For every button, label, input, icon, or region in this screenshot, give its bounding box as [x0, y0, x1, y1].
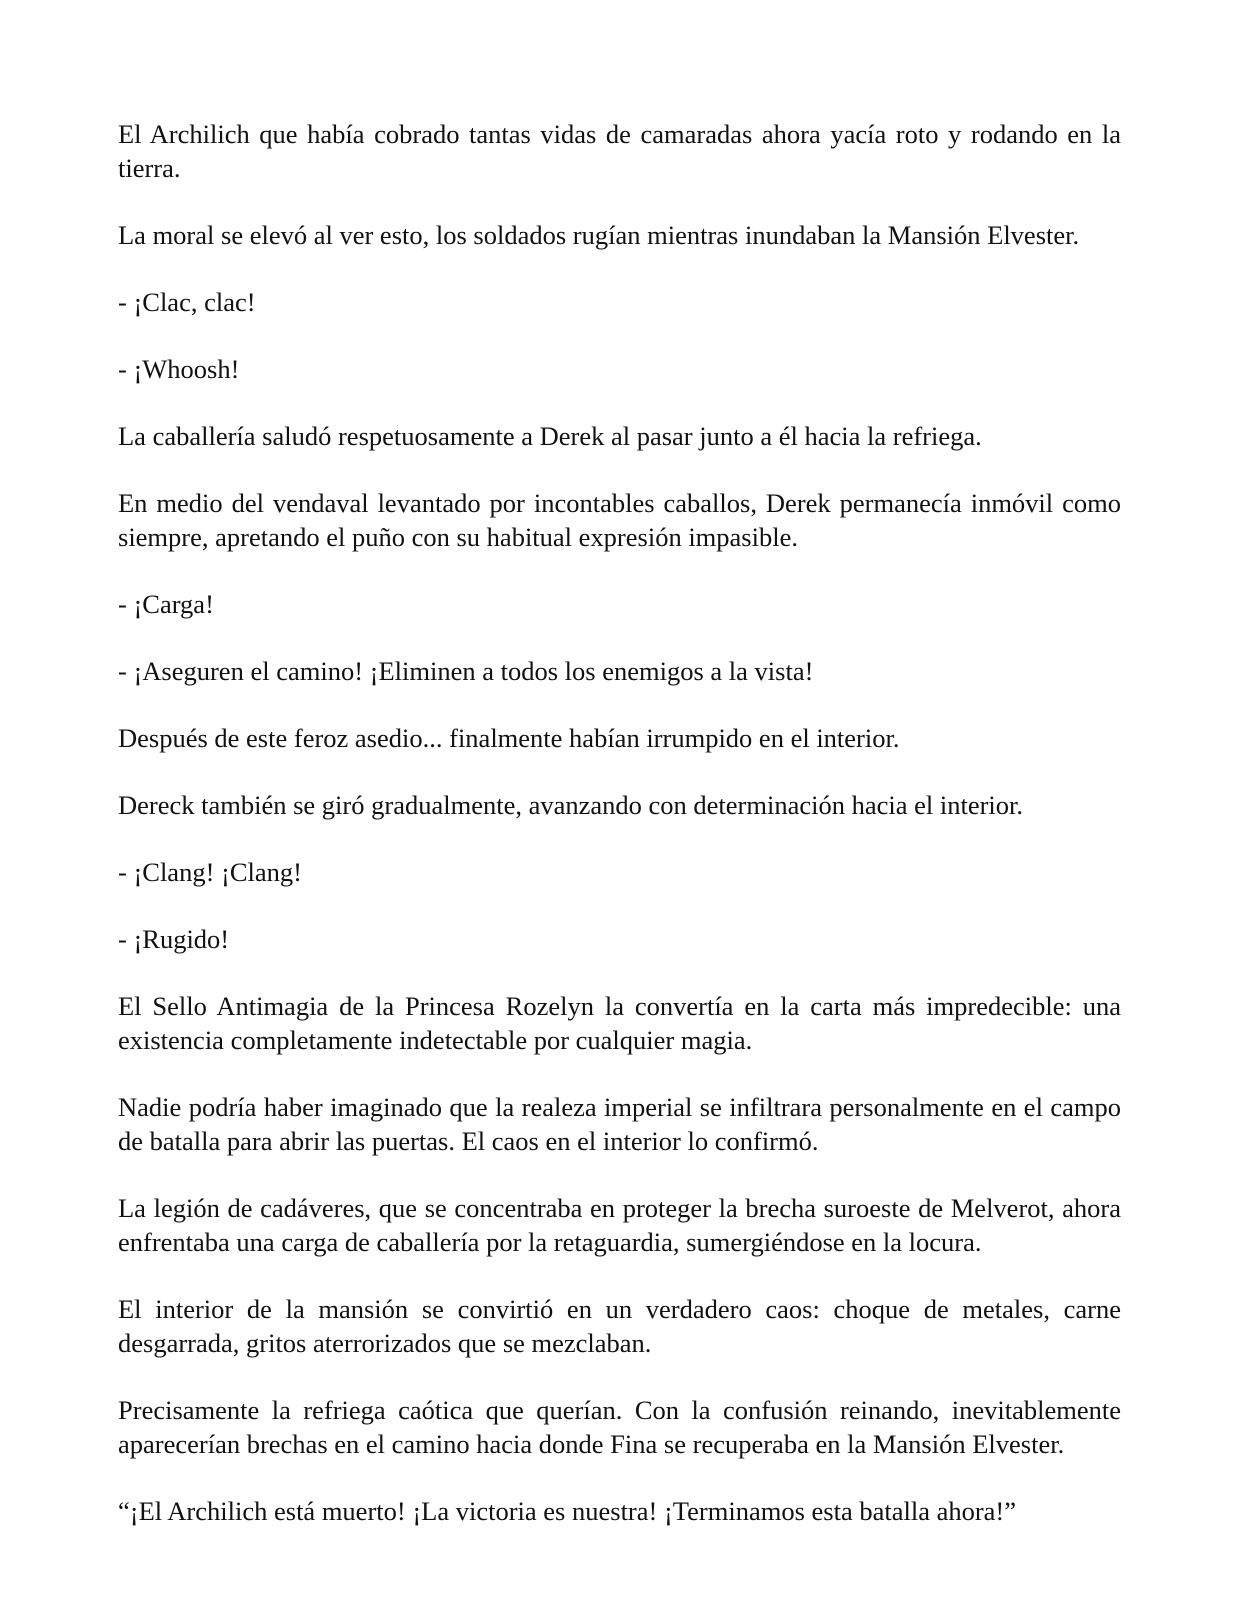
dialogue-line: - ¡Rugido! [118, 924, 230, 954]
paragraph: La caballería saludó respetuosamente a Derek al pasar junto a él hacia la refriega. [118, 421, 982, 451]
dialogue-line: - ¡Carga! [118, 589, 214, 619]
paragraph: Nadie podría haber imaginado que la realeza imperial se infiltrara personalmente en el campo de batalla para abrir las puertas. El caos en el interior lo confirmó. [118, 1092, 1121, 1156]
quoted-dialogue: “¡El Archilich está muerto! ¡La victoria es nuestra! ¡Terminamos esta batalla ahora!” [118, 1496, 1017, 1526]
dialogue-line: - ¡Whoosh! [118, 354, 240, 384]
paragraph: El Archilich que había cobrado tantas vidas de camaradas ahora yacía roto y rodando en la tierra. [118, 119, 1121, 183]
paragraph: El Sello Antimagia de la Princesa Rozelyn la convertía en la carta más impredecible: una existencia completamente indetectable por cualquier magia. [118, 991, 1121, 1055]
paragraph: Después de este feroz asedio... finalmente habían irrumpido en el interior. [118, 723, 900, 753]
document-body [118, 117, 1121, 1561]
paragraph: Dereck también se giró gradualmente, avanzando con determinación hacia el interior. [118, 790, 1024, 820]
paragraph: La legión de cadáveres, que se concentraba en proteger la brecha suroeste de Melverot, ahora enfrentaba una carga de caballería por la retaguardia, sumergiéndose en la locura. [118, 1193, 1121, 1257]
paragraph: El interior de la mansión se convirtió en un verdadero caos: choque de metales, carne desgarrada, gritos aterrorizados que se mezclaban. [118, 1294, 1121, 1358]
dialogue-line: - ¡Aseguren el camino! ¡Eliminen a todos los enemigos a la vista! [118, 656, 814, 686]
dialogue-line: - ¡Clang! ¡Clang! [118, 857, 302, 887]
paragraph: Precisamente la refriega caótica que querían. Con la confusión reinando, inevitablemente aparecerían brechas en el camino hacia donde Fina se recuperaba en la Mansión Elvester. [118, 1395, 1121, 1459]
paragraph: La moral se elevó al ver esto, los soldados rugían mientras inundaban la Mansión Elvester. [118, 220, 1080, 250]
dialogue-line: - ¡Clac, clac! [118, 287, 256, 317]
paragraph: En medio del vendaval levantado por incontables caballos, Derek permanecía inmóvil como siempre, apretando el puño con su habitual expresión impasible. [118, 488, 1121, 552]
